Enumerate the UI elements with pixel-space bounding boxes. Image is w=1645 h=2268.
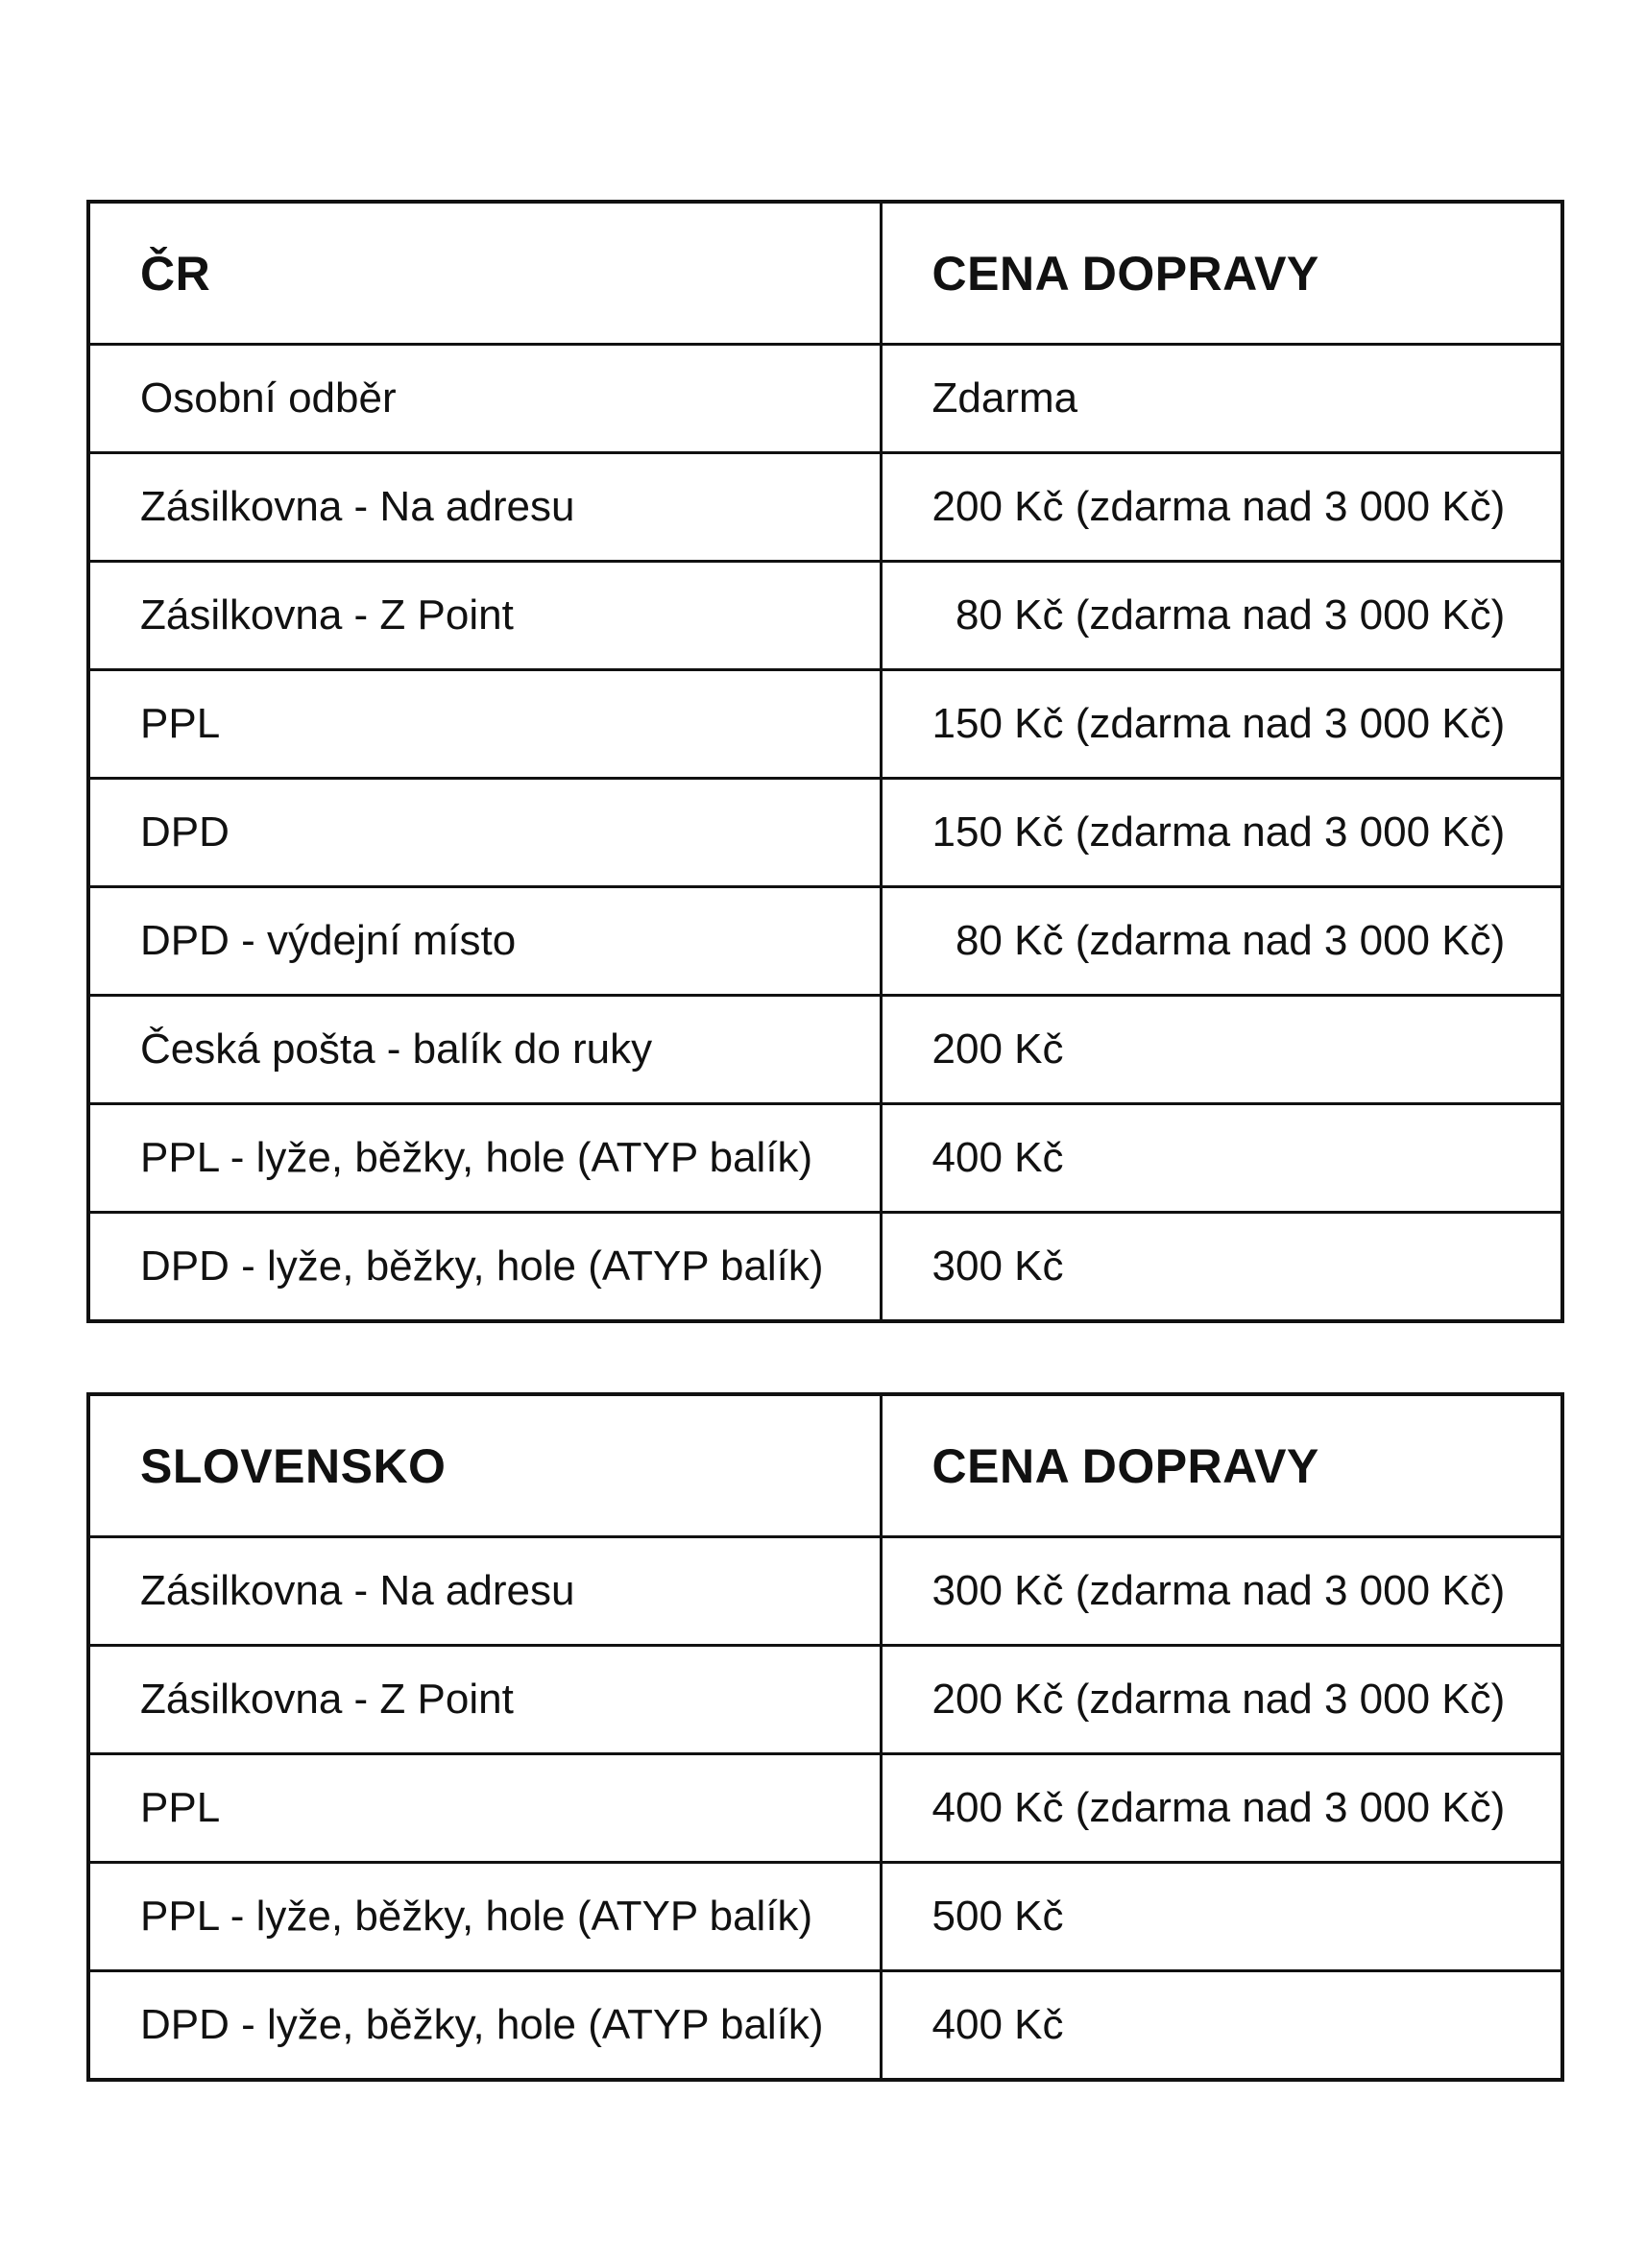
table-header-row xyxy=(88,1394,1562,1537)
shipping-price: 150 Kč (zdarma nad 3 000 Kč) xyxy=(881,779,1562,887)
shipping-method: Zásilkovna - Na adresu xyxy=(88,453,881,562)
shipping-method: Zásilkovna - Z Point xyxy=(88,562,881,670)
shipping-method: Zásilkovna - Z Point xyxy=(88,1646,881,1754)
table-row xyxy=(88,1754,1562,1863)
shipping-price: 400 Kč xyxy=(881,1971,1562,2081)
shipping-method: DPD - výdejní místo xyxy=(88,887,881,996)
shipping-price: 150 Kč (zdarma nad 3 000 Kč) xyxy=(881,670,1562,779)
shipping-method: Osobní odběr xyxy=(88,345,881,453)
shipping-price: 200 Kč xyxy=(881,996,1562,1104)
shipping-method: PPL xyxy=(88,670,881,779)
table-row xyxy=(88,562,1562,670)
shipping-table-cz xyxy=(86,200,1564,1323)
table-row xyxy=(88,670,1562,779)
table-row xyxy=(88,1537,1562,1646)
table-row xyxy=(88,887,1562,996)
table-row xyxy=(88,779,1562,887)
shipping-price: 400 Kč (zdarma nad 3 000 Kč) xyxy=(881,1754,1562,1863)
shipping-method: DPD - lyže, běžky, hole (ATYP balík) xyxy=(88,1971,881,2081)
shipping-method: PPL - lyže, běžky, hole (ATYP balík) xyxy=(88,1863,881,1971)
region-header: SLOVENSKO xyxy=(88,1394,881,1537)
table-row xyxy=(88,1863,1562,1971)
shipping-method: PPL xyxy=(88,1754,881,1863)
shipping-price: 200 Kč (zdarma nad 3 000 Kč) xyxy=(881,1646,1562,1754)
shipping-price: 80 Kč (zdarma nad 3 000 Kč) xyxy=(881,887,1562,996)
shipping-method: PPL - lyže, běžky, hole (ATYP balík) xyxy=(88,1104,881,1213)
table-row xyxy=(88,453,1562,562)
table-row xyxy=(88,345,1562,453)
table-row xyxy=(88,996,1562,1104)
table-header-row xyxy=(88,202,1562,345)
table-row xyxy=(88,1971,1562,2081)
table-row xyxy=(88,1646,1562,1754)
shipping-table-sk xyxy=(86,1392,1564,2082)
price-header: CENA DOPRAVY xyxy=(881,1394,1562,1537)
shipping-price: 300 Kč xyxy=(881,1213,1562,1322)
shipping-method: Zásilkovna - Na adresu xyxy=(88,1537,881,1646)
shipping-method: DPD xyxy=(88,779,881,887)
shipping-method: DPD - lyže, běžky, hole (ATYP balík) xyxy=(88,1213,881,1322)
shipping-price: 300 Kč (zdarma nad 3 000 Kč) xyxy=(881,1537,1562,1646)
region-header: ČR xyxy=(88,202,881,345)
table-row xyxy=(88,1104,1562,1213)
shipping-price: Zdarma xyxy=(881,345,1562,453)
table-row xyxy=(88,1213,1562,1322)
price-header: CENA DOPRAVY xyxy=(881,202,1562,345)
shipping-price: 80 Kč (zdarma nad 3 000 Kč) xyxy=(881,562,1562,670)
shipping-price: 200 Kč (zdarma nad 3 000 Kč) xyxy=(881,453,1562,562)
shipping-price: 500 Kč xyxy=(881,1863,1562,1971)
shipping-method: Česká pošta - balík do ruky xyxy=(88,996,881,1104)
shipping-price: 400 Kč xyxy=(881,1104,1562,1213)
